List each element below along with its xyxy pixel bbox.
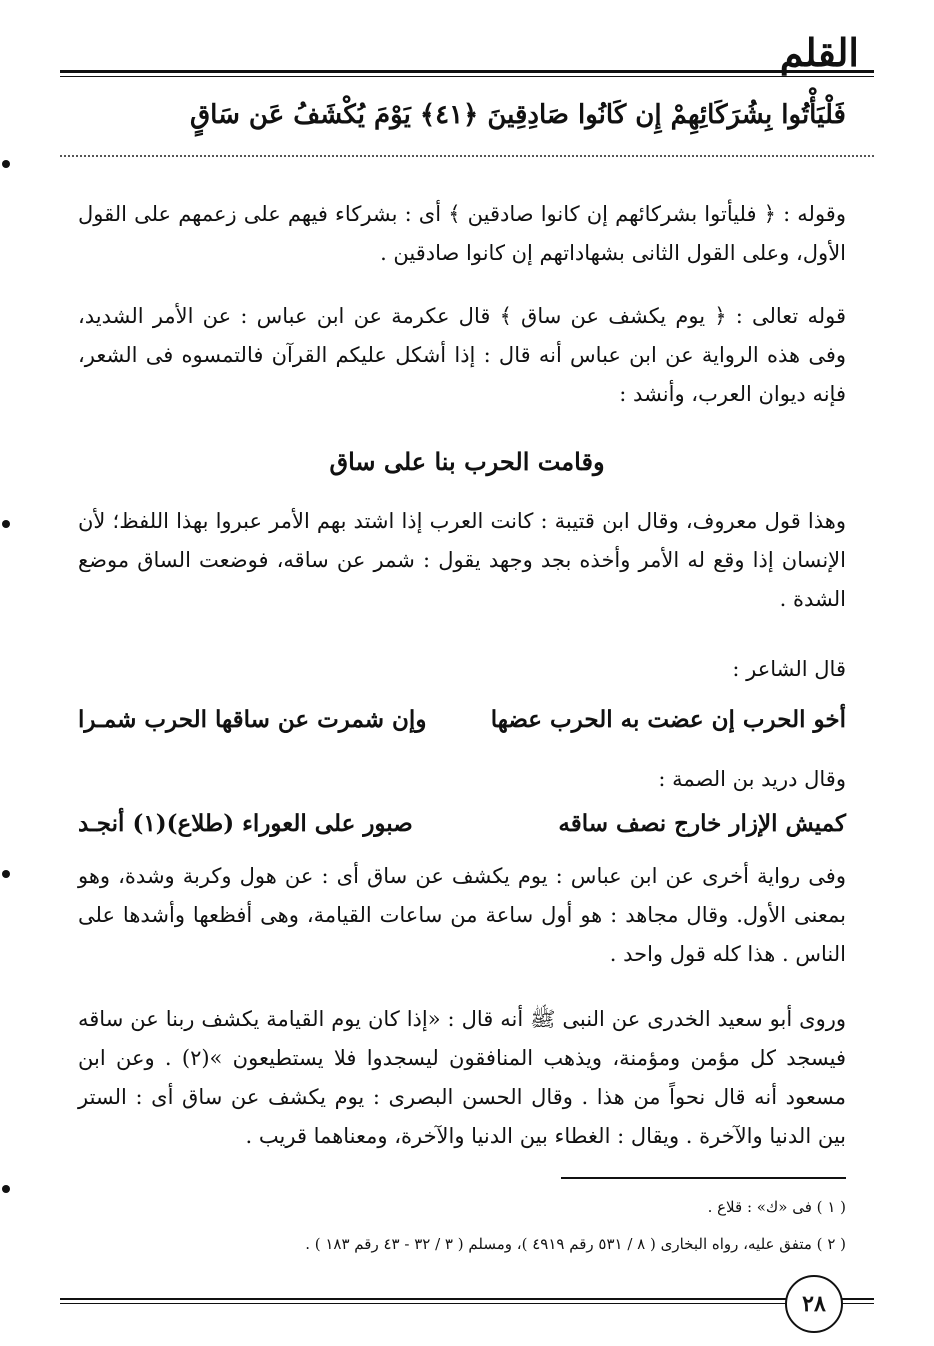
paragraph-4: وفى رواية أخرى عن ابن عباس : يوم يكشف عن ساق أى : عن هول وكربة وشدة، وهو بمعنى الأول. وقال مجاهد : هو أول ساعة من ساعات القيامة، وهى أفظعها وأشدها على الناس . هذا كله قول واحد . bbox=[78, 864, 846, 966]
quran-verse-heading: فَلْيَأْتُوا بِشُرَكَائِهِمْ إِن كَانُوا صَادِقِينَ ﴿٤١﴾ يَوْمَ يُكْشَفُ عَن سَاقٍ bbox=[190, 100, 846, 130]
paragraph-2: قوله تعالى : ﴿ يوم يكشف عن ساق ﴾ قال عكرمة عن ابن عباس : عن الأمر الشديد، وفى هذه الرواية عن ابن عباس أنه قال : إذا أشكل عليكم القرآن فالتمسوه فى الشعر، فإنه ديوان العرب، وأنشد : bbox=[78, 304, 846, 406]
poem-line-1-second-hemistich: وإن شمرت عن ساقها الحرب شمـرا bbox=[78, 706, 427, 733]
poem-line-1-first-hemistich: أخو الحرب إن عضت به الحرب عضها bbox=[490, 706, 846, 733]
paragraph-3: وهذا قول معروف، وقال ابن قتيبة : كانت العرب إذا اشتد بهم الأمر عبروا بهذا اللفظ؛ لأن الإنسان إذا وقع له الأمر وأخذه بجد وجهد يقول : شمر عن ساقه، فوضعت الساق موضع الشدة . bbox=[78, 509, 846, 611]
poem-line-2 bbox=[78, 810, 846, 837]
margin-mark bbox=[2, 520, 10, 528]
poem-line-2-second-hemistich: صبور على العوراء (طلاع)(١) أنجـد bbox=[78, 810, 413, 837]
footnote-2: ( ٢ ) متفق عليه، رواه البخارى ( ٨ / ٥٣١ رقم ٤٩١٩ )، ومسلم ( ٣ / ٣٢ - ٤٣ رقم ١٨٣ ) . bbox=[305, 1235, 846, 1253]
poet-intro-1: قال الشاعر : bbox=[732, 657, 846, 681]
poet-intro-2: وقال دريد بن الصمة : bbox=[658, 767, 846, 791]
header-rule bbox=[60, 70, 874, 77]
footnote-rule bbox=[561, 1177, 846, 1179]
paragraph-1: وقوله : ﴿ فليأتوا بشركائهم إن كانوا صادقين ﴾ أى : بشركاء فيهم على زعمهم على القول الأول، وعلى القول الثانى بشهاداتهم إن كانوا صادقين . bbox=[78, 202, 846, 265]
margin-mark bbox=[2, 1185, 10, 1193]
surah-title: القلم bbox=[779, 30, 859, 75]
footnote-1: ( ١ ) فى «ك» : قلاع . bbox=[707, 1198, 846, 1216]
page-number: ٢٨ bbox=[785, 1275, 843, 1333]
poem-line-1 bbox=[78, 706, 846, 733]
margin-mark bbox=[2, 160, 10, 168]
margin-mark bbox=[2, 870, 10, 878]
dotted-divider bbox=[60, 155, 874, 157]
verse-quote: وقامت الحرب بنا على ساق bbox=[329, 447, 605, 476]
footer-rule bbox=[60, 1298, 874, 1304]
poem-line-2-first-hemistich: كميش الإزار خارج نصف ساقه bbox=[558, 810, 846, 837]
paragraph-5: وروى أبو سعيد الخدرى عن النبى ﷺ أنه قال : «إذا كان يوم القيامة يكشف ربنا عن ساقه فيسجد كل مؤمن ومؤمنة، ويذهب المنافقون ليسجدوا فلا يستطيعون »(٢) . وعن ابن مسعود أنه قال نحواً من هذا . وقال الحسن البصرى : يوم يكشف عن ساق أى : الستر بين الدنيا والآخرة . ويقال : الغطاء بين الدنيا والآخرة، ومعناهما قريب . bbox=[78, 1007, 846, 1148]
